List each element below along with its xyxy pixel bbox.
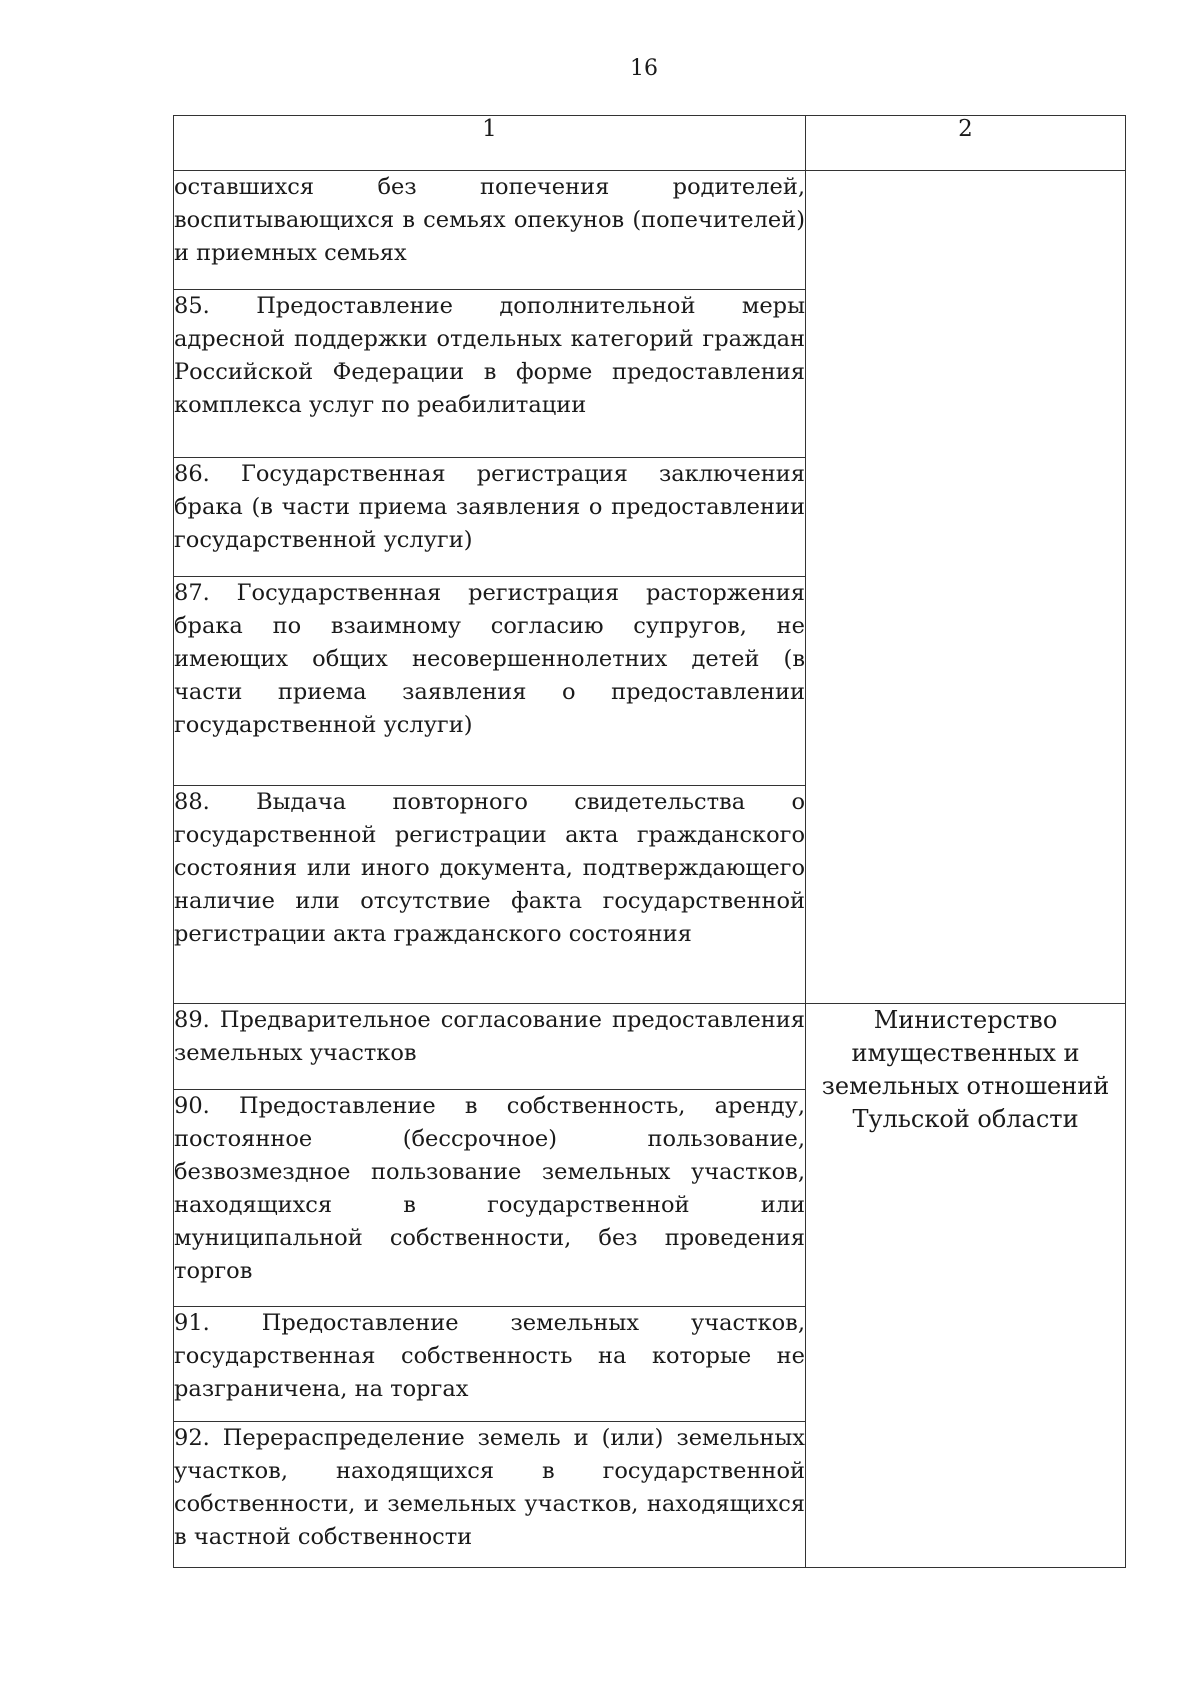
service-cell: 91. Предоставление земельных участков, государственная собственность на которые не разграничена, на торгах [174, 1307, 806, 1422]
service-cell: 90. Предоставление в собственность, аренду, постоянное (бессрочное) пользование, безвозмездное пользование земельных участков, находящихся в государственной или муниципальной собственности, без проведения торгов [174, 1090, 806, 1307]
service-cell: 92. Перераспределение земель и (или) земельных участков, находящихся в государственной собственности, и земельных участков, находящихся в частной собственности [174, 1422, 806, 1568]
table-header-row [174, 116, 1126, 171]
column-header-1: 1 [174, 116, 806, 171]
agency-cell: Министерство имущественных и земельных отношений Тульской области [806, 1004, 1126, 1568]
services-table [173, 115, 1126, 1568]
service-cell: 87. Государственная регистрация расторжения брака по взаимному согласию супругов, не имеющих общих несовершеннолетних детей (в части приема заявления о предоставлении государственной услуги) [174, 577, 806, 786]
service-cell: оставшихся без попечения родителей, воспитывающихся в семьях опекунов (попечителей) и приемных семьях [174, 171, 806, 290]
service-cell: 89. Предварительное согласование предоставления земельных участков [174, 1004, 806, 1090]
table-row [174, 171, 1126, 290]
agency-cell-empty [806, 171, 1126, 1004]
service-cell: 85. Предоставление дополнительной меры адресной поддержки отдельных категорий граждан Российской Федерации в форме предоставления комплекса услуг по реабилитации [174, 290, 806, 458]
column-header-2: 2 [806, 116, 1126, 171]
service-cell: 88. Выдача повторного свидетельства о государственной регистрации акта гражданского состояния или иного документа, подтверждающего наличие или отсутствие факта государственной регистрации акта гражданского состояния [174, 786, 806, 1004]
page-number: 16 [630, 56, 658, 81]
table-row [174, 1004, 1126, 1090]
service-cell: 86. Государственная регистрация заключения брака (в части приема заявления о предоставлении государственной услуги) [174, 458, 806, 577]
